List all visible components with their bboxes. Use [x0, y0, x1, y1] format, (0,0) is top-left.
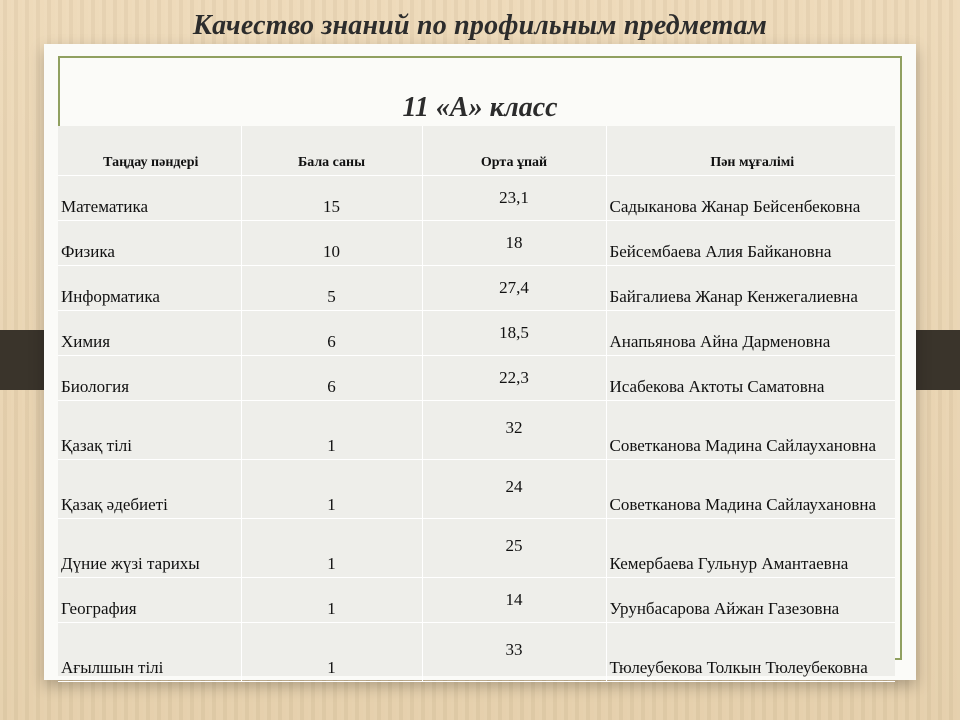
- cell-student-count: 6: [241, 356, 422, 401]
- cell-subject: Физика: [58, 221, 241, 266]
- cell-average-score: 18,5: [422, 311, 606, 356]
- cell-subject: Математика: [58, 176, 241, 221]
- cell-subject: Қазақ тілі: [58, 401, 241, 460]
- table-row: [58, 401, 895, 460]
- cell-average-score: 18: [422, 221, 606, 266]
- table-row: [58, 176, 895, 221]
- header-subject: Таңдау пәндері: [58, 126, 241, 176]
- cell-teacher: Советканова Мадина Сайлаухановна: [606, 460, 895, 519]
- subjects-table: [58, 126, 895, 682]
- header-average-score: Орта ұпай: [422, 126, 606, 176]
- cell-average-score: 22,3: [422, 356, 606, 401]
- header-student-count: Бала саны: [241, 126, 422, 176]
- cell-subject: Информатика: [58, 266, 241, 311]
- cell-average-score: 23,1: [422, 176, 606, 221]
- cell-average-score: 24: [422, 460, 606, 519]
- cell-subject: Дүние жүзі тарихы: [58, 519, 241, 578]
- cell-student-count: 1: [241, 578, 422, 623]
- page-title: Качество знаний по профильным предметам: [192, 10, 768, 41]
- cell-student-count: 1: [241, 519, 422, 578]
- cell-teacher: Анапьянова Айна Дарменовна: [606, 311, 895, 356]
- cell-teacher: Садыканова Жанар Бейсенбековна: [606, 176, 895, 221]
- class-title: 11 «А» класс: [402, 92, 558, 123]
- header-teacher: Пән мұғалімі: [606, 126, 895, 176]
- table-row: [58, 266, 895, 311]
- table-row: [58, 623, 895, 682]
- cell-student-count: 1: [241, 623, 422, 682]
- cell-teacher: Кемербаева Гульнур Амантаевна: [606, 519, 895, 578]
- table-row: [58, 578, 895, 623]
- cell-student-count: 15: [241, 176, 422, 221]
- cell-average-score: 25: [422, 519, 606, 578]
- table-row: [58, 460, 895, 519]
- cell-student-count: 6: [241, 311, 422, 356]
- table-row: [58, 221, 895, 266]
- cell-subject: Ағылшын тілі: [58, 623, 241, 682]
- cell-teacher: Урунбасарова Айжан Газезовна: [606, 578, 895, 623]
- cell-average-score: 33: [422, 623, 606, 682]
- cell-student-count: 1: [241, 460, 422, 519]
- cell-teacher: Байгалиева Жанар Кенжегалиевна: [606, 266, 895, 311]
- table-row: [58, 519, 895, 578]
- cell-teacher: Бейсембаева Алия Байкановна: [606, 221, 895, 266]
- cell-subject: Биология: [58, 356, 241, 401]
- table-row: [58, 311, 895, 356]
- cell-teacher: Советканова Мадина Сайлаухановна: [606, 401, 895, 460]
- cell-average-score: 14: [422, 578, 606, 623]
- cell-subject: Қазақ әдебиеті: [58, 460, 241, 519]
- cell-teacher: Исабекова Актоты Саматовна: [606, 356, 895, 401]
- table-row: [58, 356, 895, 401]
- cell-subject: География: [58, 578, 241, 623]
- cell-student-count: 5: [241, 266, 422, 311]
- cell-average-score: 32: [422, 401, 606, 460]
- cell-student-count: 10: [241, 221, 422, 266]
- table-header-row: [58, 126, 895, 176]
- cell-subject: Химия: [58, 311, 241, 356]
- cell-student-count: 1: [241, 401, 422, 460]
- cell-teacher: Тюлеубекова Толкын Тюлеубековна: [606, 623, 895, 682]
- cell-average-score: 27,4: [422, 266, 606, 311]
